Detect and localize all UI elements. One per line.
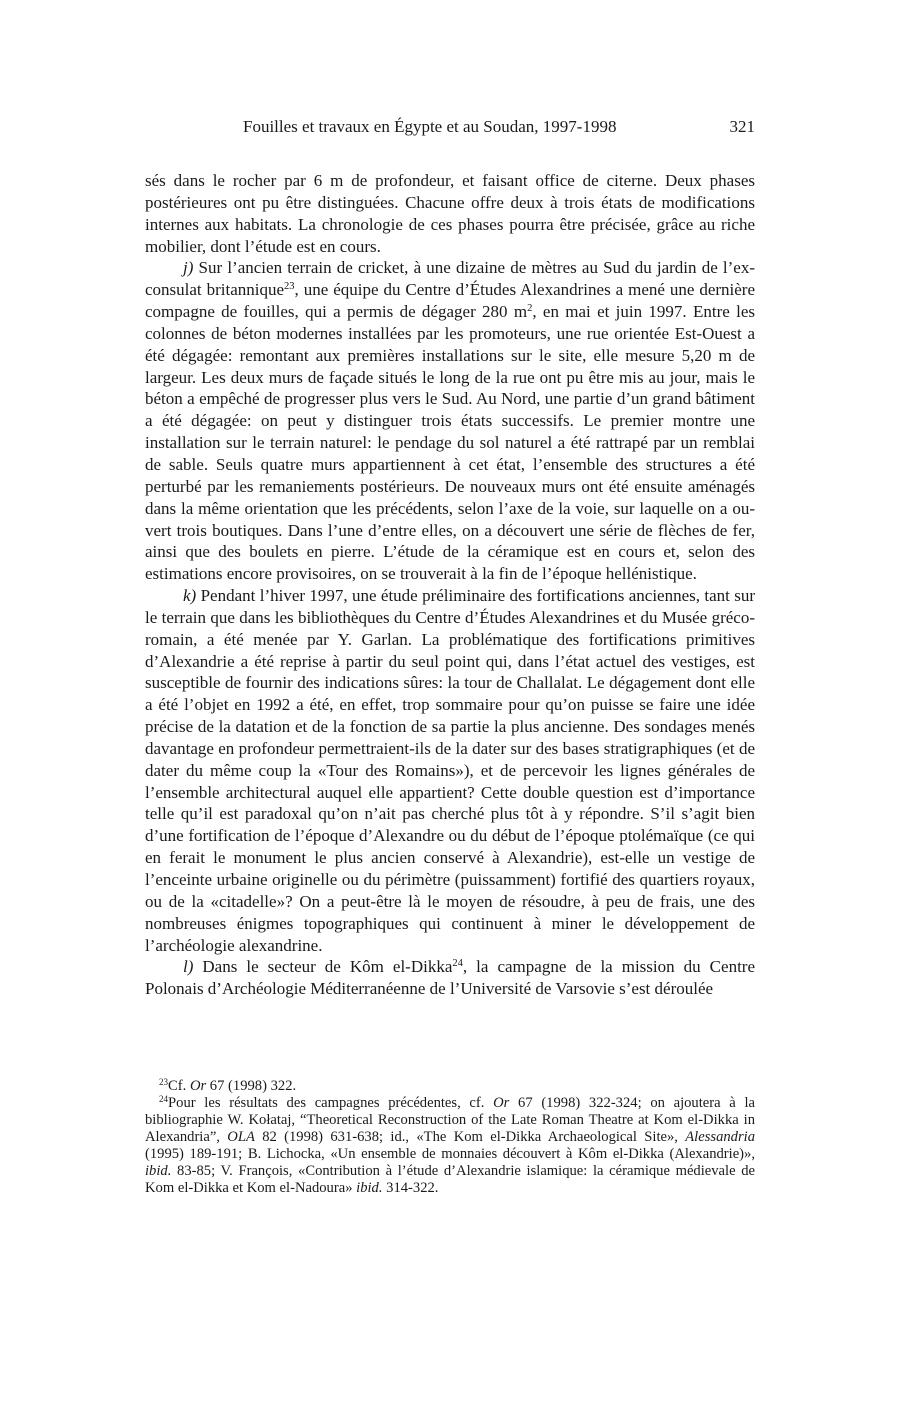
paragraph-text: , en mai et juin 1997. Entre les colonnes de béton modernes installées par les promoteurs, une rue orientée Est-Ouest a été dégagée: remontant aux premières installations sur le site, elle mesure 5,20 m de largeur. Les deux murs de façade situés le long de la rue ont pu être mis au jour, mais le béton a empêché de progresser plus vers le Sud. Au Nord, une partie d’un grand bâtiment a été dégagée: on peut y distinguer trois états successifs. Le premier montre une installation sur le terrain naturel: le pendage du sol naturel a été rattrapé par un remblai de sable. Seuls quatre murs appartiennent à cet état, l’ensemble des structures a été perturbé par les remaniements postérieurs. De nouveaux murs ont été ensuite aménagés dans la même orientation que les précédents, selon l’axe de la voie, sur laquelle on a ouvert trois boutiques. Dans l’une d’entre elles, on a découvert une série de flèches de fer, ainsi que des boulets en pierre. L’étude de la céramique est en cours et, selon des estimations encore provisoires, on se trouverait à la fin de l’époque hellénistique. bbox=[145, 302, 756, 584]
footnote-text: 314-322. bbox=[382, 1180, 439, 1196]
ibid-abbrev: ibid. bbox=[356, 1180, 383, 1196]
page-number: 321 bbox=[729, 117, 755, 136]
running-title: Fouilles et travaux en Égypte et au Soudan, 1997-1998 bbox=[243, 117, 617, 136]
journal-abbrev: Or bbox=[493, 1095, 510, 1111]
paragraph-j bbox=[145, 257, 755, 585]
footnote-text: 83-85; V. François, «Contribution à l’étude d’Alexandrie islamique: la céramique médievale de Kom el-Dikka et Kom el-Nadoura» bbox=[145, 1163, 755, 1196]
item-label-j: j) bbox=[183, 258, 194, 278]
paragraph-text: , la campagne de la mission du Centre Polonais d’Archéologie Méditerranéenne de l’Université de Varsovie s’est déroulée bbox=[145, 957, 755, 999]
footnotes bbox=[145, 1078, 755, 1197]
paragraph-l bbox=[145, 956, 755, 1000]
paragraph-text: Dans le secteur de Kôm el-Dikka bbox=[193, 957, 453, 977]
footnote-ref-24[interactable]: 24 bbox=[452, 958, 463, 970]
superscript-2: 2 bbox=[527, 303, 533, 315]
paragraph-text: , une équipe du Centre d’Études Alexandrines a mené une dernière compagne de fouilles, qui a permis de dégager 280 m bbox=[145, 280, 756, 322]
footnote-text: Pour les résultats des campagnes précédentes, cf. bbox=[168, 1095, 494, 1111]
footnote-number: 23 bbox=[159, 1077, 169, 1088]
item-label-k: k) bbox=[183, 586, 197, 606]
footnote-ref-23[interactable]: 23 bbox=[284, 281, 295, 293]
paragraph-continuation: sés dans le rocher par 6 m de profondeur, et faisant office de citerne. Deux phases postérieures ont pu être distinguées. Chacune offre deux à trois états de modifications internes aux habitats. La chronologie de ces phases pourra être précisée, grâce au riche mobilier, dont l’étude est en cours. bbox=[145, 171, 755, 256]
journal-abbrev: OLA bbox=[227, 1129, 255, 1145]
paragraph-text: Pendant l’hiver 1997, une étude préliminaire des fortifications anciennes, tant sur le terrain que dans les bibliothèques du Centre d’Études Alexandrines et du Musée gréco-romain, a été menée par Y. Garlan. La problématique des fortifications primitives d’Alexandrie a été reprise à partir du seul point qui, dans l’état actuel des vestiges, est susceptible de fournir des indications sûres: la tour de Challalat. Le dégagement dont elle a été l’objet en 1992 a été, en effet, trop sommaire pour qu’on puisse se faire une idée précise de la datation et de la fonction de sa partie la plus ancienne. Des sondages menés davantage en profondeur permettraient-ils de la dater sur des bases stratigraphiques (et de dater du même coup la «Tour des Romains»), et de percevoir les lignes générales de l’ensemble architectural auquel elle appartient? Cette double question est d’importance telle qu’il est paradoxal qu’on n’ait pas cherché plus tôt à y répondre. S’il s’agit bien d’une fortification de l’époque d’Alexandre ou du début de l’époque ptolémaïque (ce qui en ferait le monument le plus ancien conservé à Alexandrie), est-elle un vestige de l’enceinte urbaine originelle ou du périmètre (puissamment) fortifié des quartiers royaux, ou de la «citadelle»? On a peut-être là le moyen de résoudre, à peu de frais, une des nombreuses énigmes topographiques qui continuent à miner le développement de l’archéologie alexandrine. bbox=[145, 586, 755, 955]
footnote-text: (1995) 189-191; B. Lichocka, «Un ensemble de monnaies découvert à Kôm el-Dikka (Alexandrie)», bbox=[145, 1146, 755, 1162]
paragraph-k bbox=[145, 585, 755, 956]
body-text bbox=[145, 170, 755, 1000]
footnote-text: Cf. bbox=[168, 1078, 190, 1094]
paragraph-text: Sur l’ancien terrain de cricket, à une dizaine de mètres au Sud du jardin de l’ex-consulat britannique bbox=[145, 258, 755, 300]
footnote-text: 67 (1998) 322-324; on ajoutera à la bibliographie W. Kołataj, “Theoretical Reconstruction of the Late Roman Theatre at Kom el-Dikka in Alexandria”, bbox=[145, 1095, 755, 1145]
journal-abbrev: Alessandria bbox=[685, 1129, 755, 1145]
ibid-abbrev: ibid. bbox=[145, 1163, 172, 1179]
footnote-text: 67 (1998) 322. bbox=[206, 1078, 297, 1094]
footnote-23 bbox=[145, 1078, 755, 1095]
footnote-24 bbox=[145, 1095, 755, 1197]
footnote-text: 82 (1998) 631-638; id., «The Kom el-Dikka Archaeological Site», bbox=[254, 1129, 686, 1145]
journal-abbrev: Or bbox=[189, 1078, 207, 1094]
item-label-l: l) bbox=[183, 957, 194, 977]
footnote-number: 24 bbox=[159, 1094, 169, 1105]
